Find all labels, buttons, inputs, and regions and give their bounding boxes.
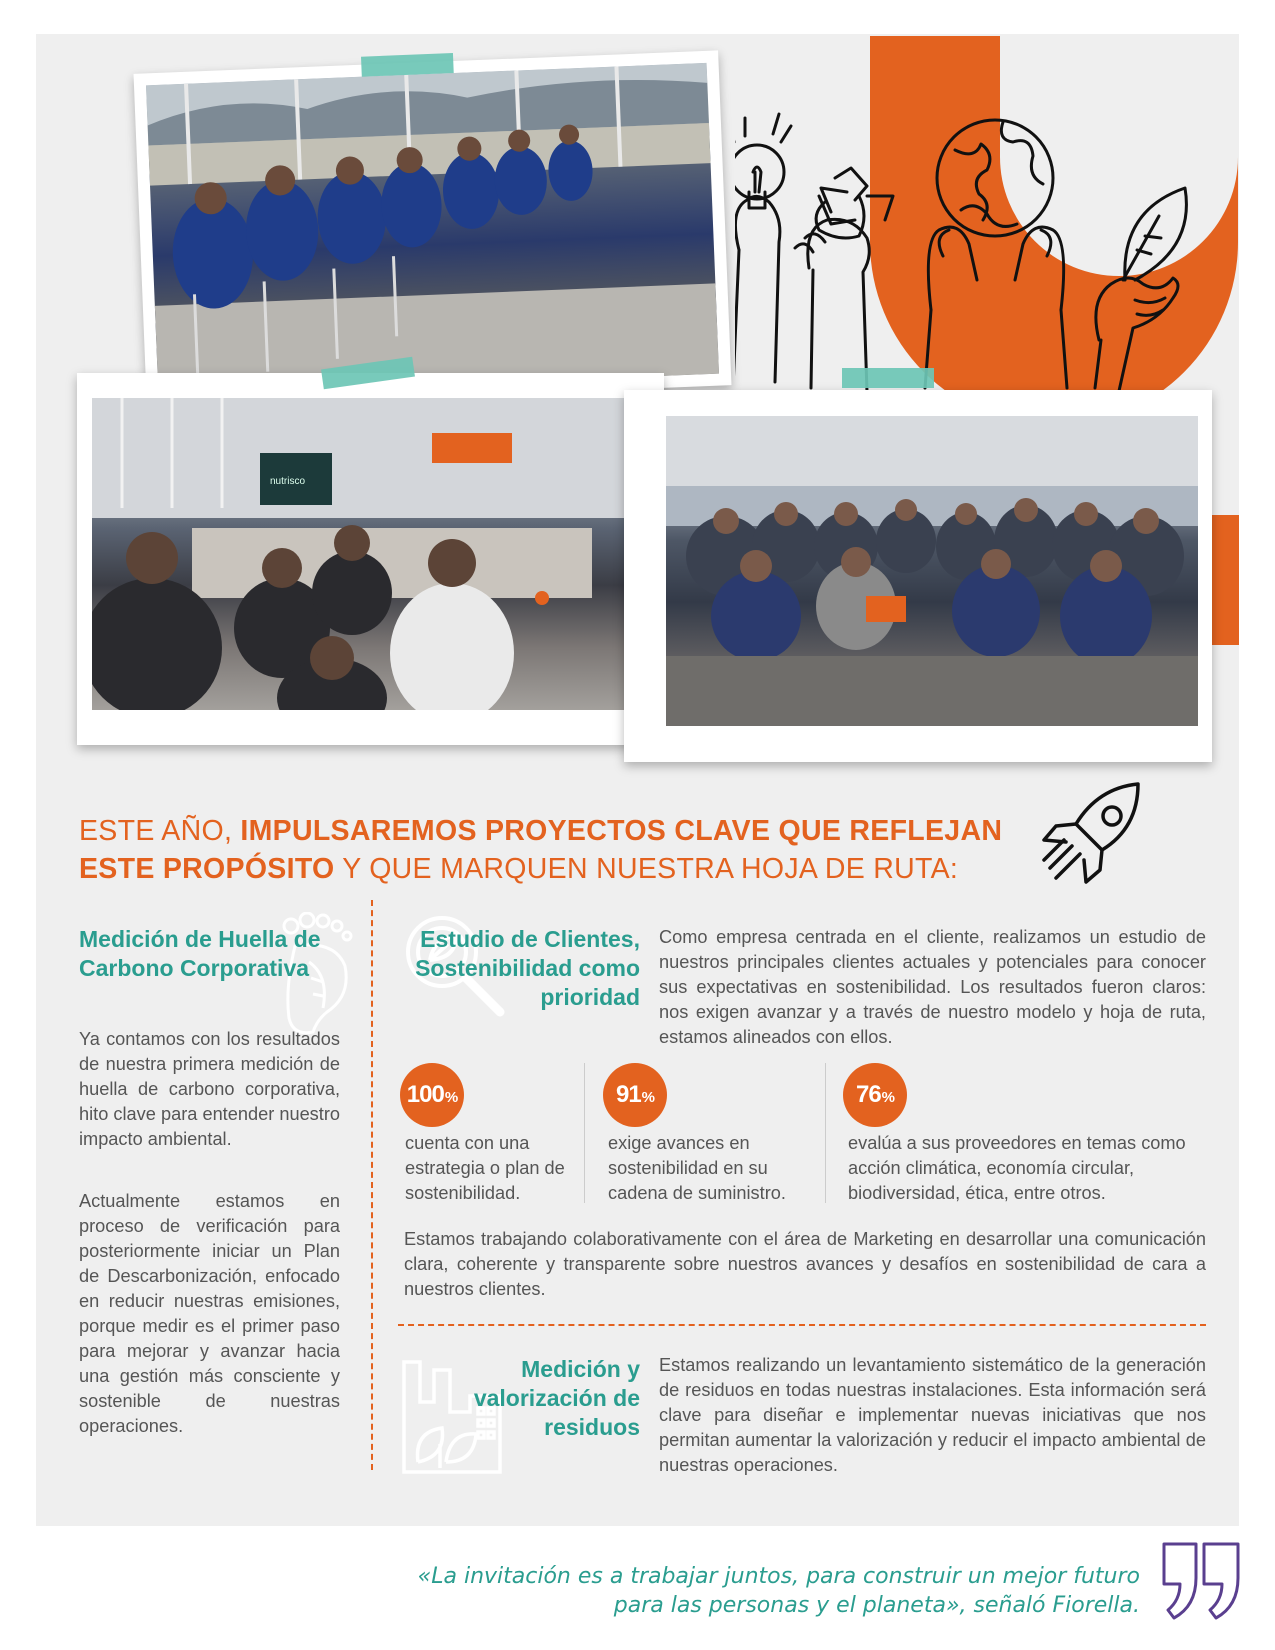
stat-description: evalúa a sus proveedores en temas como acción climática, economía circular, biodiversidad, ética, entre otros. — [848, 1133, 1186, 1203]
photo-group-workshop — [624, 390, 1212, 762]
clientes-paragraph-2: Estamos trabajando colaborativamente con el área de Marketing en desarrollar una comunicación clara, coherente y transparente sobre nuestros avances y desafíos en sostenibilidad de cara a nuestros clientes. — [404, 1229, 1206, 1299]
closing-quote: «La invitación es a trabajar juntos, para construir un mejor futuro para las personas y el planeta», señaló Fiorella. — [417, 1564, 1140, 1618]
stat-unit: % — [444, 1089, 458, 1106]
photo-image — [666, 416, 1198, 726]
section-headline — [79, 812, 1009, 888]
tape-decoration — [842, 368, 934, 388]
hands-sustainability-illustration — [735, 100, 1230, 390]
stat-unit: % — [881, 1089, 895, 1106]
section-divider — [398, 1324, 1206, 1326]
quotation-mark-icon — [1160, 1540, 1242, 1622]
headline-part3: Y QUE MARQUEN NUESTRA HOJA DE RUTA: — [334, 853, 959, 885]
headline-part1: ESTE AÑO, — [79, 815, 241, 847]
clientes-paragraph-1: Como empresa centrada en el cliente, realizamos un estudio de nuestros principales clientes actuales y potenciales para conocer sus expectativas en sostenibilidad. Los resultados fueron claros: nos exigen avanzar y a través de nuestro modelo y hoja de ruta, estamos alineados con ellos. — [659, 927, 1206, 1047]
headline-bold: IMPULSAREMOS PROYECTOS CLAVE QUE REFLEJAN ESTE PROPÓSITO — [79, 815, 1003, 885]
stat-divider — [825, 1063, 826, 1203]
photo-image — [92, 398, 649, 710]
huella-paragraph-2: Actualmente estamos en proceso de verificación para posteriormente iniciar un Plan de Descarbonización, enfocado en reducir nuestras emisiones, porque medir es el primer paso para mejorar y avanzar hacia una gestión más consciente y sostenible de nuestras operaciones. — [79, 1191, 340, 1436]
stat-divider — [584, 1063, 585, 1203]
huella-paragraph-1: Ya contamos con los resultados de nuestra primera medición de huella de carbono corporativa, hito clave para entender nuestro impacto ambiental. — [79, 1029, 340, 1149]
screen-logo-text: nutrisco — [270, 476, 306, 487]
residuos-title: Medición y valorización de residuos — [473, 1356, 640, 1440]
stat-circle — [400, 1063, 464, 1127]
photo-office-presentation — [77, 373, 664, 745]
photo-image — [146, 63, 719, 396]
stat-description: exige avances en sostenibilidad en su cadena de suministro. — [608, 1133, 786, 1203]
stat-unit: % — [641, 1089, 655, 1106]
rocket-icon — [1038, 780, 1148, 892]
stat-value: 76 — [855, 1081, 881, 1108]
stat-description: cuenta con una estrategia o plan de sostenibilidad. — [405, 1133, 565, 1203]
huella-title: Medición de Huella de Carbono Corporativa — [79, 926, 321, 981]
stat-circle — [603, 1063, 667, 1127]
stat-circle — [843, 1063, 907, 1127]
clientes-title: Estudio de Clientes, Sostenibilidad como prioridad — [415, 926, 640, 1010]
tape-decoration — [361, 53, 454, 77]
column-divider — [371, 900, 373, 1470]
photo-workers-seated-meeting — [134, 50, 732, 408]
stat-value: 100 — [406, 1081, 444, 1108]
residuos-paragraph: Estamos realizando un levantamiento sistemático de la generación de residuos en todas nuestras instalaciones. Esta información será clave para diseñar e implementar nuevas iniciativas que nos permitan aumentar la valorización y reducir el impacto ambiental de nuestras operaciones. — [659, 1355, 1206, 1475]
stat-value: 91 — [615, 1081, 641, 1108]
